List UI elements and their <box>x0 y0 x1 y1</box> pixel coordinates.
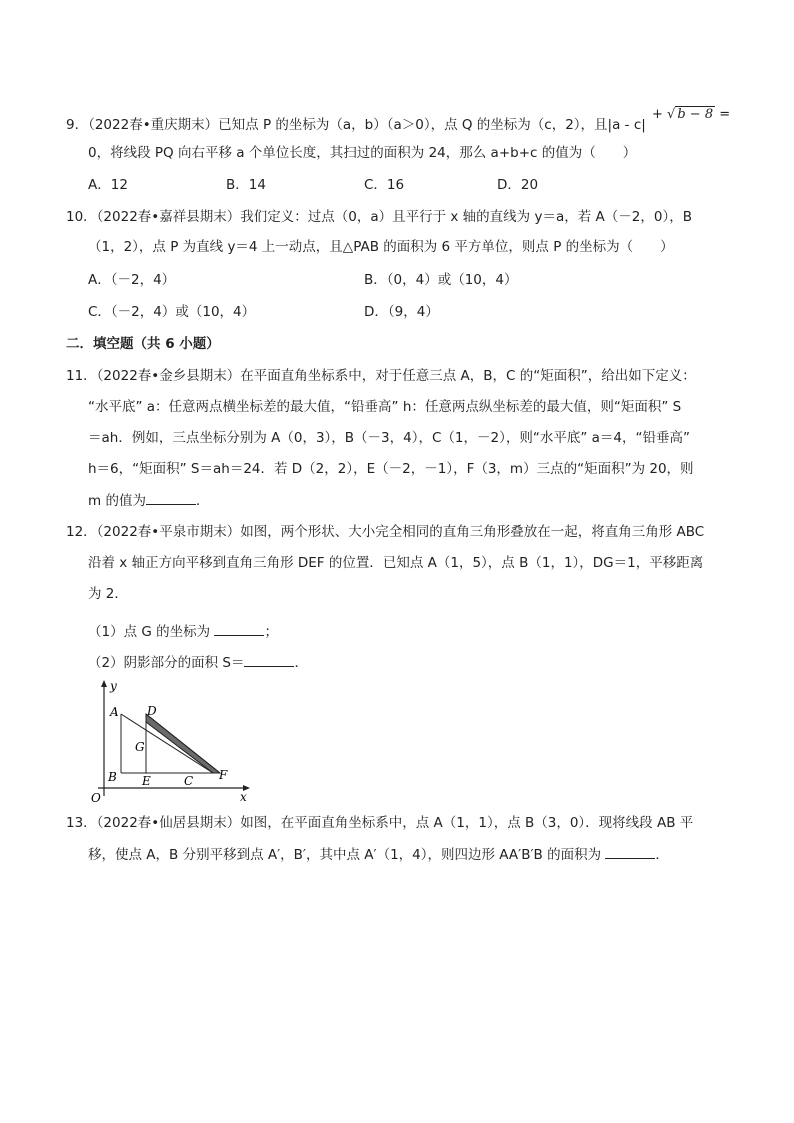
sqrt-icon: √ <box>667 107 676 122</box>
label-f: F <box>219 768 228 782</box>
q9-sqrt-expression <box>652 106 730 124</box>
y-axis-arrow-icon <box>101 680 107 687</box>
q12-line1: 12．（2022春•平泉市期末）如图，两个形状、大小完全相同的直角三角形叠放在一起，将直角三角形 ABC <box>66 524 705 540</box>
q9-equals: = <box>719 107 731 122</box>
q10-line1: 10．（2022春•嘉祥县期末）我们定义：过点（0，a）且平行于 x 轴的直线为 y＝a，若 A（－2，0），B <box>66 209 692 225</box>
label-b: B <box>108 770 117 784</box>
q9-option-b: B．14 <box>226 177 266 193</box>
q11-line5: m 的值为 ． <box>88 490 209 511</box>
label-e: E <box>142 774 151 788</box>
q11-line4: h＝6，“矩面积” S＝ah＝24．若 D（2，2），E（－2，－1），F（3，m）三点的“矩面积”为 20，则 <box>88 461 694 477</box>
answer-blank[interactable] <box>605 844 655 859</box>
q10-option-c: C．（－2，4）或（10，4） <box>88 304 256 320</box>
q13-line1: 13．（2022春•仙居县期末）如图，在平面直角坐标系中，点 A（1，1），点 B（3，0）．现将线段 AB 平 <box>66 815 694 831</box>
label-c: C <box>184 774 194 788</box>
q13-line2: 移，使点 A，B 分别平移到点 A′，B′，其中点 A′（1，4），则四边形 AA′B′B 的面积为 ． <box>88 844 669 865</box>
q12-line3: 为 2． <box>88 586 128 602</box>
q9-line2: 0，将线段 PQ 向右平移 a 个单位长度，其扫过的面积为 24，那么 a+b+c 的值为（ ） <box>88 145 637 161</box>
q12-sub2: （2）阴影部分的面积 S＝ ． <box>88 652 308 673</box>
label-d: D <box>147 704 157 718</box>
label-g: G <box>135 740 145 754</box>
q10-option-d: D．（9，4） <box>364 304 439 320</box>
q11-line1: 11．（2022春•金乡县期末）在平面直角坐标系中，对于任意三点 A，B，C 的“矩面积”，给出如下定义： <box>66 368 696 384</box>
q10-option-b: B．（0，4）或（10，4） <box>364 272 518 288</box>
label-o: O <box>91 791 101 805</box>
q12-sub1: （1）点 G 的坐标为 ； <box>88 621 278 642</box>
label-y: y <box>110 679 117 693</box>
label-x: x <box>240 790 247 804</box>
q9-radicand: b − 8 <box>677 107 714 122</box>
triangle-figure <box>86 676 256 808</box>
q9-line1: 9．（2022春•重庆期末）已知点 P 的坐标为（a，b）（a＞0），点 Q 的坐标为（c，2），且|a - c| <box>66 117 646 133</box>
q11-line3: ＝ah．例如，三点坐标分别为 A（0，3），B（－3，4），C（1，－2），则“水平底” a＝4，“铅垂高” <box>88 430 690 446</box>
answer-blank[interactable] <box>244 652 294 667</box>
label-a: A <box>110 705 119 719</box>
answer-blank[interactable] <box>146 490 196 505</box>
q10-line2: （1，2），点 P 为直线 y＝4 上一动点，且△PAB 的面积为 6 平方单位，则点 P 的坐标为（ ） <box>88 239 674 255</box>
q10-option-a: A．（－2，4） <box>88 272 176 288</box>
q9-plus: + <box>652 107 663 122</box>
section-heading: 二．填空题（共 6 小题） <box>66 336 220 352</box>
q9-option-a: A．12 <box>88 177 128 193</box>
q9-option-c: C．16 <box>364 177 405 193</box>
q11-line2: “水平底” a：任意两点横坐标差的最大值，“铅垂高” h：任意两点纵坐标差的最大值，则“矩面积” S <box>88 399 682 415</box>
segment-df <box>146 714 220 773</box>
q12-line2: 沿着 x 轴正方向平移到直角三角形 DEF 的位置．已知点 A（1，5），点 B（1，1），DG＝1，平移距离 <box>88 555 704 571</box>
q9-option-d: D．20 <box>497 177 539 193</box>
answer-blank[interactable] <box>214 621 264 636</box>
